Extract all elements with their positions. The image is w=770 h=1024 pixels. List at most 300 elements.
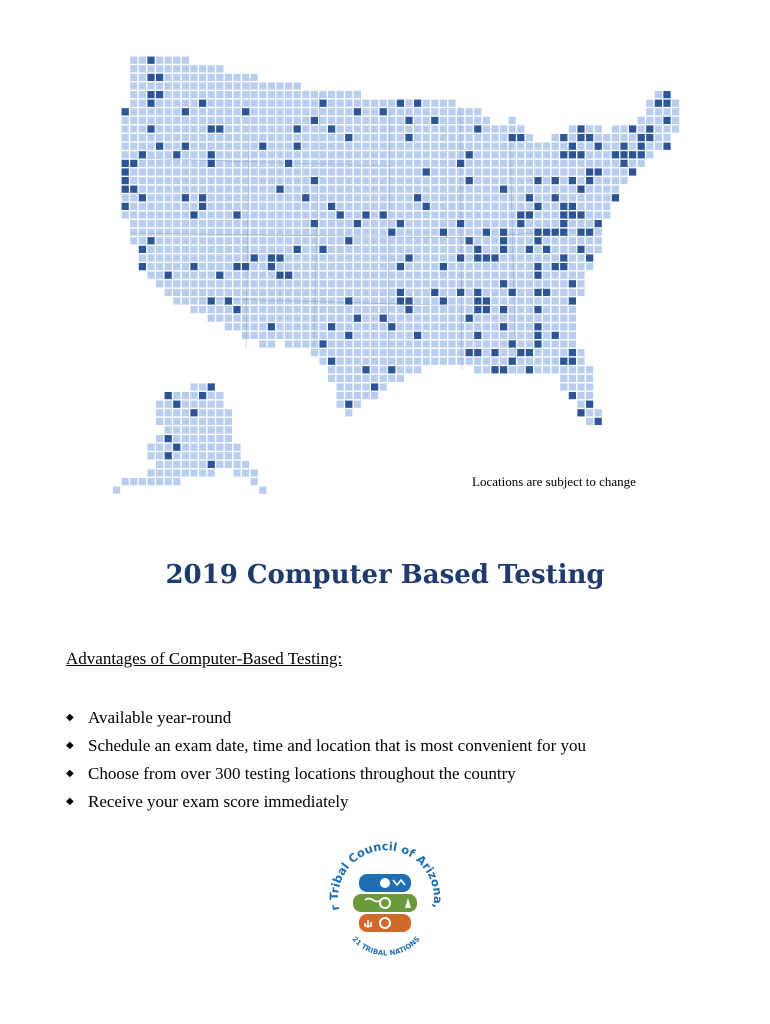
map-grid-cell [586, 151, 593, 158]
map-grid-cell [319, 211, 326, 218]
map-grid-cell [534, 194, 541, 201]
map-grid-cell [491, 280, 498, 287]
map-grid-cell [233, 168, 240, 175]
map-grid-cell [319, 91, 326, 98]
map-grid-cell [405, 160, 412, 167]
testing-site-marker [345, 332, 352, 339]
map-grid-cell [337, 220, 344, 227]
map-grid-cell [526, 237, 533, 244]
testing-site-marker [466, 237, 473, 244]
map-grid-cell [405, 280, 412, 287]
map-grid-cell [233, 91, 240, 98]
map-grid-cell [474, 340, 481, 347]
map-grid-cell [509, 203, 516, 210]
map-grid-cell [199, 237, 206, 244]
map-grid-cell [500, 134, 507, 141]
map-grid-cell [268, 151, 275, 158]
map-grid-cell [500, 194, 507, 201]
map-grid-cell [147, 65, 154, 72]
map-grid-cell [173, 117, 180, 124]
map-grid-cell [586, 375, 593, 382]
map-grid-cell [337, 366, 344, 373]
map-grid-cell [466, 194, 473, 201]
map-grid-cell [405, 100, 412, 107]
map-grid-cell [199, 263, 206, 270]
map-grid-cell [646, 143, 653, 150]
map-grid-cell [603, 160, 610, 167]
map-grid-cell [491, 220, 498, 227]
testing-site-marker [440, 263, 447, 270]
map-grid-cell [199, 246, 206, 253]
map-grid-cell [371, 358, 378, 365]
map-grid-cell [526, 220, 533, 227]
map-grid-cell [337, 254, 344, 261]
map-grid-cell [319, 332, 326, 339]
map-grid-cell [500, 220, 507, 227]
map-grid-cell [208, 186, 215, 193]
map-grid-cell [251, 323, 258, 330]
map-grid-cell [362, 203, 369, 210]
map-grid-cell [414, 220, 421, 227]
map-grid-cell [414, 160, 421, 167]
map-grid-cell [268, 91, 275, 98]
map-grid-cell [380, 375, 387, 382]
map-grid-cell [380, 143, 387, 150]
map-grid-cell [276, 151, 283, 158]
map-grid-cell [354, 349, 361, 356]
map-grid-cell [466, 340, 473, 347]
map-grid-cell [646, 117, 653, 124]
map-grid-cell [251, 168, 258, 175]
map-grid-cell [268, 117, 275, 124]
testing-site-marker [457, 160, 464, 167]
map-grid-cell [345, 315, 352, 322]
map-grid-cell [380, 272, 387, 279]
map-grid-cell [156, 263, 163, 270]
testing-site-marker [474, 254, 481, 261]
map-grid-cell [319, 254, 326, 261]
map-grid-cell [122, 143, 129, 150]
testing-site-marker [534, 229, 541, 236]
map-grid-cell [534, 211, 541, 218]
map-grid-cell [302, 100, 309, 107]
map-grid-cell [448, 289, 455, 296]
map-grid-cell [534, 254, 541, 261]
map-grid-cell [474, 220, 481, 227]
map-grid-cell [577, 203, 584, 210]
map-grid-cell [414, 254, 421, 261]
map-grid-cell [448, 306, 455, 313]
map-grid-cell [431, 108, 438, 115]
testing-site-marker [457, 254, 464, 261]
map-grid-cell [371, 168, 378, 175]
map-grid-cell [225, 452, 232, 459]
map-grid-cell [216, 246, 223, 253]
map-grid-cell [182, 57, 189, 64]
map-grid-cell [491, 306, 498, 313]
map-grid-cell [216, 82, 223, 89]
map-grid-cell [440, 358, 447, 365]
map-grid-cell [147, 160, 154, 167]
testing-site-marker [440, 229, 447, 236]
map-grid-cell [431, 358, 438, 365]
map-grid-cell [242, 74, 249, 81]
map-grid-cell [276, 211, 283, 218]
map-grid-cell [259, 254, 266, 261]
map-grid-cell [173, 426, 180, 433]
testing-site-marker [500, 237, 507, 244]
map-grid-cell [474, 272, 481, 279]
map-grid-cell [156, 401, 163, 408]
map-grid-cell [225, 272, 232, 279]
map-grid-cell [328, 108, 335, 115]
testing-site-marker [457, 220, 464, 227]
map-grid-cell [491, 237, 498, 244]
map-grid-cell [294, 332, 301, 339]
map-grid-cell [362, 177, 369, 184]
map-grid-cell [311, 289, 318, 296]
map-grid-cell [474, 151, 481, 158]
map-grid-cell [319, 117, 326, 124]
map-grid-cell [268, 315, 275, 322]
map-grid-cell [629, 134, 636, 141]
map-grid-cell [147, 211, 154, 218]
map-grid-cell [577, 280, 584, 287]
testing-site-marker [526, 349, 533, 356]
map-grid-cell [431, 100, 438, 107]
map-grid-cell [431, 263, 438, 270]
map-grid-cell [199, 469, 206, 476]
map-grid-cell [216, 211, 223, 218]
map-grid-cell [448, 117, 455, 124]
map-grid-cell [139, 220, 146, 227]
map-grid-cell [276, 237, 283, 244]
map-grid-cell [397, 143, 404, 150]
map-grid-cell [569, 254, 576, 261]
map-grid-cell [362, 229, 369, 236]
map-grid-cell [199, 444, 206, 451]
map-grid-cell [388, 100, 395, 107]
map-grid-cell [483, 237, 490, 244]
map-grid-cell [457, 237, 464, 244]
testing-site-marker [208, 151, 215, 158]
map-grid-cell [173, 134, 180, 141]
map-grid-cell [156, 168, 163, 175]
map-grid-cell [337, 203, 344, 210]
map-grid-cell [242, 272, 249, 279]
map-grid-cell [423, 229, 430, 236]
testing-site-marker [147, 100, 154, 107]
map-grid-cell [199, 211, 206, 218]
map-grid-cell [577, 263, 584, 270]
map-grid-cell [199, 108, 206, 115]
map-grid-cell [165, 108, 172, 115]
map-grid-cell [259, 134, 266, 141]
map-grid-cell [156, 418, 163, 425]
map-grid-cell [569, 340, 576, 347]
map-grid-cell [405, 289, 412, 296]
map-grid-cell [182, 246, 189, 253]
testing-site-marker [509, 289, 516, 296]
testing-site-marker [474, 332, 481, 339]
testing-site-marker [560, 203, 567, 210]
map-grid-cell [276, 246, 283, 253]
map-grid-cell [517, 297, 524, 304]
map-grid-cell [259, 82, 266, 89]
testing-site-marker [534, 203, 541, 210]
map-grid-cell [440, 117, 447, 124]
map-grid-cell [208, 100, 215, 107]
map-grid-cell [182, 168, 189, 175]
map-grid-cell [147, 177, 154, 184]
map-grid-cell [242, 306, 249, 313]
map-grid-cell [380, 177, 387, 184]
map-grid-cell [380, 332, 387, 339]
map-grid-cell [448, 280, 455, 287]
map-grid-cell [371, 203, 378, 210]
map-grid-cell [285, 100, 292, 107]
testing-site-marker [242, 108, 249, 115]
map-grid-cell [603, 203, 610, 210]
map-grid-cell [225, 125, 232, 132]
map-grid-cell [216, 108, 223, 115]
map-grid-cell [173, 82, 180, 89]
map-grid-cell [302, 117, 309, 124]
map-grid-cell [388, 134, 395, 141]
map-grid-cell [380, 358, 387, 365]
map-grid-cell [526, 229, 533, 236]
map-grid-cell [173, 409, 180, 416]
map-grid-cell [509, 237, 516, 244]
testing-site-marker [122, 177, 129, 184]
map-grid-cell [440, 177, 447, 184]
map-grid-cell [190, 134, 197, 141]
map-grid-cell [663, 134, 670, 141]
map-grid-cell [414, 237, 421, 244]
testing-site-marker [483, 297, 490, 304]
map-grid-cell [397, 323, 404, 330]
map-grid-cell [431, 160, 438, 167]
map-grid-cell [242, 168, 249, 175]
map-grid-cell [311, 254, 318, 261]
map-grid-cell [440, 160, 447, 167]
testing-site-marker [534, 177, 541, 184]
testing-site-marker [276, 186, 283, 193]
testing-site-marker [311, 117, 318, 124]
testing-site-marker [285, 160, 292, 167]
map-grid-cell [345, 246, 352, 253]
map-grid-cell [328, 349, 335, 356]
map-grid-cell [268, 289, 275, 296]
map-grid-cell [500, 349, 507, 356]
map-grid-cell [156, 237, 163, 244]
testing-site-marker [139, 263, 146, 270]
testing-site-marker [319, 340, 326, 347]
testing-site-marker [466, 315, 473, 322]
map-grid-cell [423, 246, 430, 253]
map-grid-cell [388, 272, 395, 279]
map-grid-cell [294, 100, 301, 107]
map-grid-cell [173, 461, 180, 468]
map-grid-cell [457, 108, 464, 115]
map-grid-cell [405, 349, 412, 356]
map-grid-cell [595, 409, 602, 416]
map-grid-cell [569, 263, 576, 270]
map-grid-cell [371, 134, 378, 141]
map-grid-cell [448, 340, 455, 347]
testing-site-marker [474, 349, 481, 356]
map-grid-cell [543, 272, 550, 279]
map-grid-cell [233, 246, 240, 253]
map-grid-cell [560, 272, 567, 279]
map-grid-cell [173, 246, 180, 253]
map-grid-cell [431, 203, 438, 210]
map-grid-cell [328, 100, 335, 107]
advantages-heading: Advantages of Computer-Based Testing: [66, 649, 343, 668]
map-grid-cell [629, 160, 636, 167]
testing-site-marker [474, 306, 481, 313]
map-grid-cell [491, 272, 498, 279]
map-grid-cell [371, 108, 378, 115]
map-grid-cell [483, 263, 490, 270]
map-grid-cell [225, 186, 232, 193]
map-grid-cell [216, 203, 223, 210]
map-grid-cell [337, 401, 344, 408]
map-grid-cell [337, 392, 344, 399]
map-grid-cell [302, 151, 309, 158]
map-grid-cell [414, 340, 421, 347]
map-grid-cell [182, 229, 189, 236]
map-grid-cell [440, 194, 447, 201]
map-grid-cell [354, 186, 361, 193]
map-grid-cell [225, 426, 232, 433]
map-grid-cell [190, 177, 197, 184]
map-grid-cell [337, 263, 344, 270]
map-grid-cell [208, 306, 215, 313]
map-grid-cell [276, 100, 283, 107]
map-grid-cell [199, 280, 206, 287]
map-grid-cell [328, 375, 335, 382]
map-grid-cell [156, 108, 163, 115]
map-grid-cell [216, 461, 223, 468]
map-grid-cell [268, 100, 275, 107]
map-grid-cell [371, 194, 378, 201]
map-grid-cell [156, 452, 163, 459]
map-grid-cell [285, 186, 292, 193]
map-grid-cell [586, 237, 593, 244]
map-grid-cell [311, 280, 318, 287]
map-grid-cell [526, 186, 533, 193]
map-grid-cell [233, 315, 240, 322]
map-grid-cell [242, 160, 249, 167]
map-grid-cell [173, 418, 180, 425]
map-grid-cell [440, 246, 447, 253]
map-grid-cell [371, 177, 378, 184]
testing-site-marker [569, 177, 576, 184]
map-grid-cell [362, 194, 369, 201]
map-grid-cell [122, 151, 129, 158]
map-grid-cell [182, 91, 189, 98]
map-grid-cell [182, 444, 189, 451]
map-grid-cell [354, 211, 361, 218]
map-grid-cell [440, 315, 447, 322]
map-grid-cell [362, 280, 369, 287]
map-grid-cell [517, 143, 524, 150]
map-grid-cell [294, 315, 301, 322]
map-grid-cell [302, 237, 309, 244]
map-grid-cell [526, 272, 533, 279]
map-grid-cell [491, 315, 498, 322]
map-grid-cell [509, 366, 516, 373]
map-grid-cell [251, 100, 258, 107]
map-grid-cell [560, 289, 567, 296]
testing-site-marker [285, 272, 292, 279]
map-grid-cell [276, 297, 283, 304]
map-grid-cell [457, 349, 464, 356]
testing-site-marker [276, 254, 283, 261]
map-grid-cell [216, 435, 223, 442]
map-grid-cell [225, 418, 232, 425]
map-grid-cell [552, 315, 559, 322]
map-grid-cell [302, 263, 309, 270]
map-grid-cell [414, 289, 421, 296]
map-grid-cell [577, 177, 584, 184]
map-grid-cell [526, 151, 533, 158]
map-grid-cell [526, 263, 533, 270]
map-grid-cell [354, 134, 361, 141]
testing-site-marker [431, 289, 438, 296]
map-grid-cell [491, 229, 498, 236]
map-grid-cell [448, 315, 455, 322]
map-grid-cell [397, 237, 404, 244]
map-grid-cell [552, 211, 559, 218]
testing-site-marker [517, 134, 524, 141]
diamond-bullet-icon: ◆ [66, 796, 74, 807]
map-grid-cell [156, 272, 163, 279]
map-grid-cell [182, 469, 189, 476]
testing-site-marker [466, 177, 473, 184]
map-grid-cell [517, 203, 524, 210]
map-grid-cell [208, 74, 215, 81]
map-grid-cell [139, 229, 146, 236]
map-grid-cell [268, 246, 275, 253]
testing-site-marker [122, 160, 129, 167]
map-grid-cell [577, 143, 584, 150]
map-grid-cell [208, 254, 215, 261]
map-grid-cell [216, 168, 223, 175]
map-grid-cell [345, 263, 352, 270]
testing-site-marker [646, 134, 653, 141]
map-grid-cell [294, 151, 301, 158]
testing-site-marker [233, 211, 240, 218]
map-grid-cell [491, 211, 498, 218]
map-grid-cell [276, 332, 283, 339]
map-grid-cell [380, 168, 387, 175]
map-grid-cell [431, 168, 438, 175]
map-grid-cell [397, 160, 404, 167]
list-item [66, 704, 586, 732]
testing-site-marker [173, 151, 180, 158]
map-grid-cell [311, 134, 318, 141]
testing-site-marker [595, 143, 602, 150]
map-grid-cell [173, 263, 180, 270]
map-grid-cell [190, 91, 197, 98]
map-grid-cell [337, 323, 344, 330]
testing-site-marker [543, 289, 550, 296]
map-grid-cell [190, 65, 197, 72]
testing-site-marker [122, 108, 129, 115]
map-grid-cell [414, 151, 421, 158]
